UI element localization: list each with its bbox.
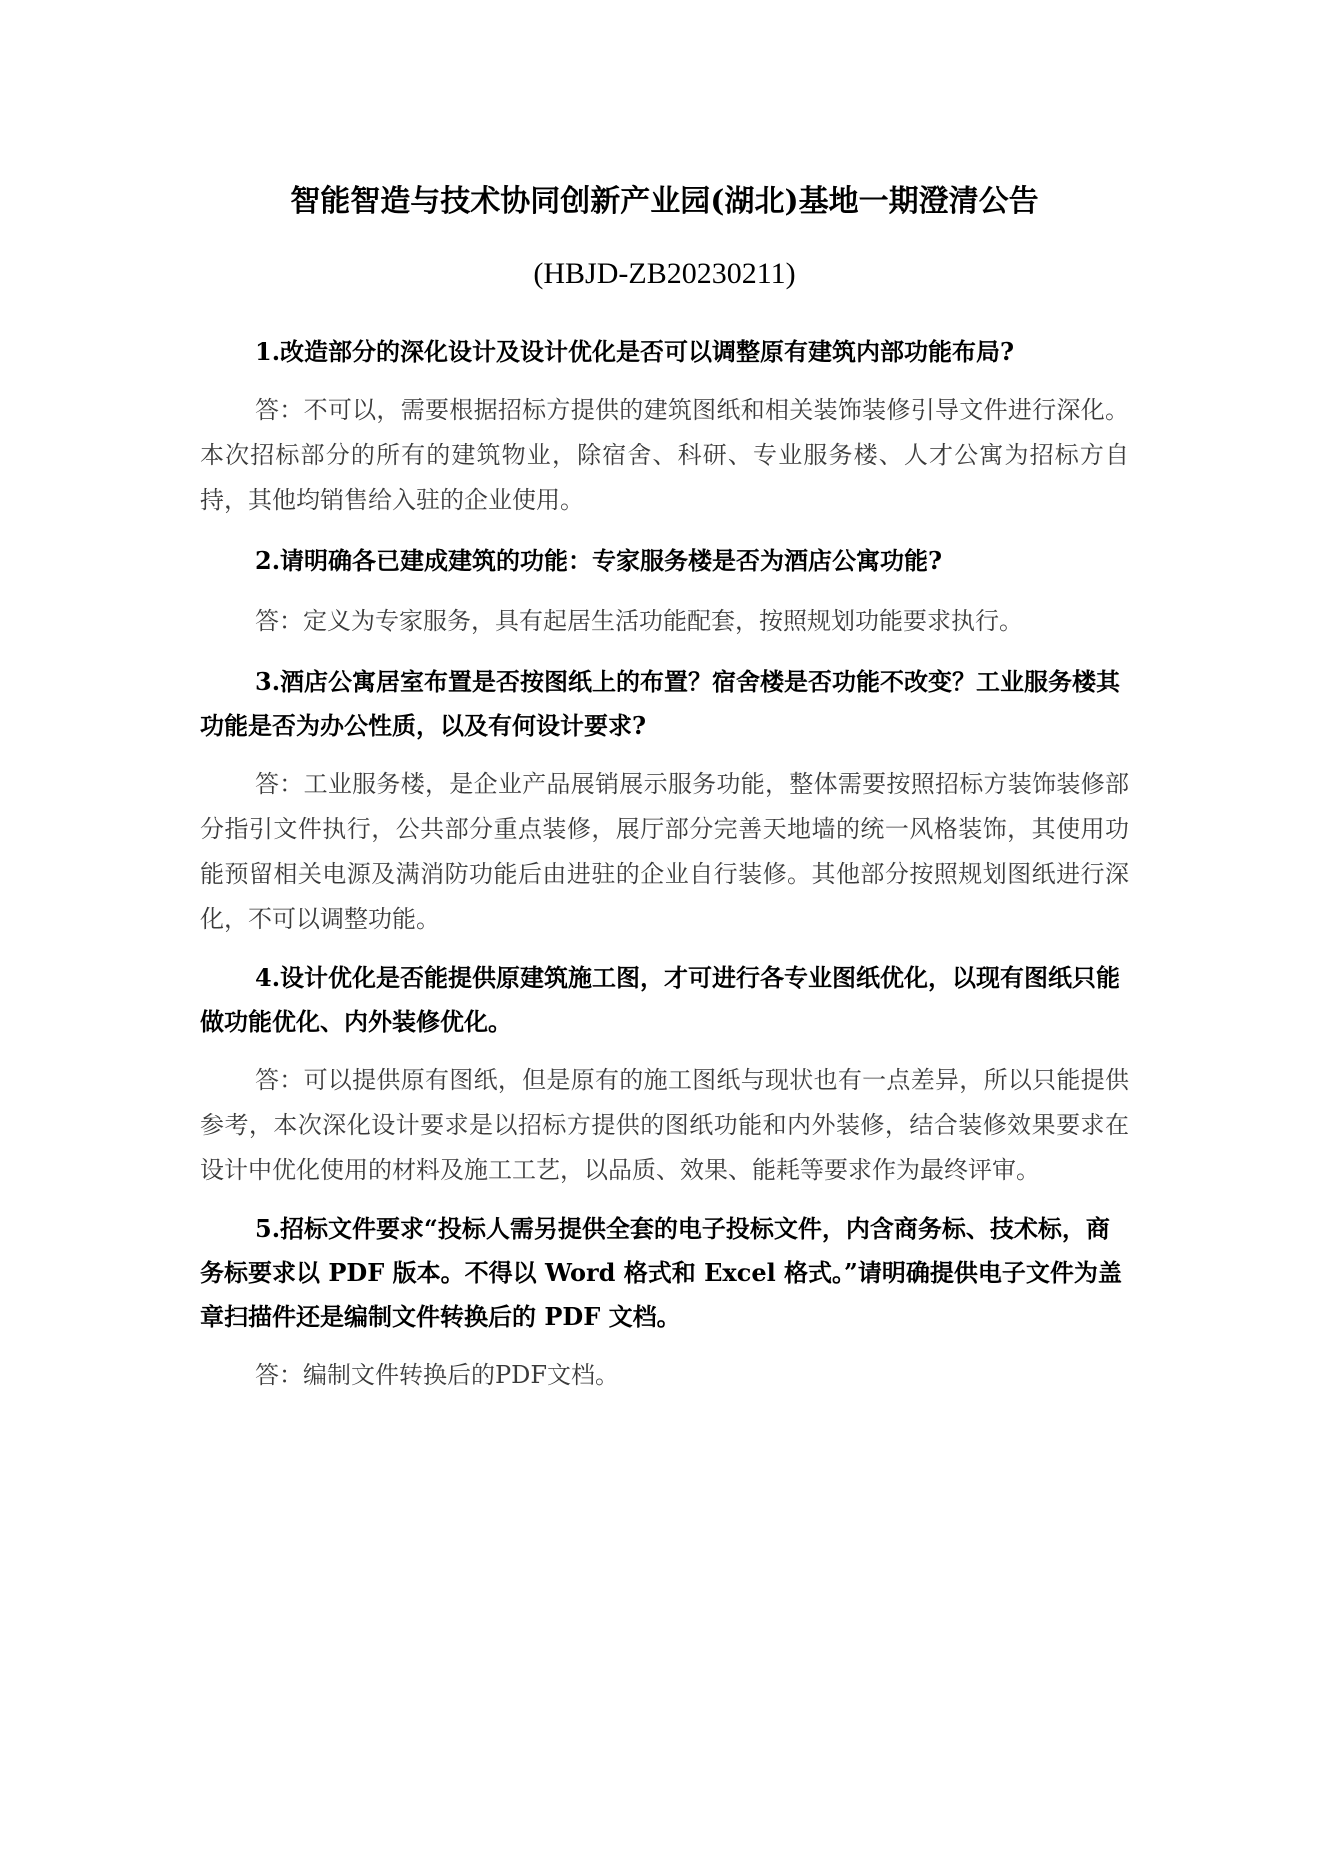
question-2: 2.请明确各已建成建筑的功能：专家服务楼是否为酒店公寓功能?	[255, 546, 943, 575]
question-1: 1.改造部分的深化设计及设计优化是否可以调整原有建筑内部功能布局?	[255, 337, 1015, 366]
answer-2: 答：定义为专家服务，具有起居生活功能配套，按照规划功能要求执行。	[255, 607, 1023, 635]
question-3: 3.酒店公寓居室布置是否按图纸上的布置？宿舍楼是否功能不改变？工业服务楼其功能是否为办公性质，以及有何设计要求?	[200, 667, 1121, 740]
answer-3: 答：工业服务楼，是企业产品展销展示服务功能，整体需要按照招标方装饰装修部分指引文件执行，公共部分重点装修，展厅部分完善天地墙的统一风格装饰，其使用功能预留相关电源及满消防功能后由进驻的企业自行装修。其他部分按照规划图纸进行深化，不可以调整功能。	[200, 770, 1129, 933]
question-4: 4.设计优化是否能提供原建筑施工图，才可进行各专业图纸优化，以现有图纸只能做功能优化、内外装修优化。	[200, 963, 1121, 1036]
answer-5: 答：编制文件转换后的PDF文档。	[255, 1361, 620, 1389]
document-title: 智能智造与技术协同创新产业园(湖北)基地一期澄清公告	[290, 184, 1039, 219]
answer-1: 答：不可以，需要根据招标方提供的建筑图纸和相关装饰装修引导文件进行深化。本次招标部分的所有的建筑物业，除宿舍、科研、专业服务楼、人才公寓为招标方自持，其他均销售给入驻的企业使用。	[200, 396, 1129, 514]
question-5: 5.招标文件要求“投标人需另提供全套的电子投标文件，内含商务标、技术标，商务标要求以 PDF 版本。不得以 Word 格式和 Excel 格式。”请明确提供电子文件为盖章扫描件还是编制文件转换后的 PDF 文档。	[200, 1214, 1122, 1331]
document-code: (HBJD-ZB20230211)	[533, 257, 796, 290]
answer-4: 答：可以提供原有图纸，但是原有的施工图纸与现状也有一点差异，所以只能提供参考，本次深化设计要求是以招标方提供的图纸功能和内外装修，结合装修效果要求在设计中优化使用的材料及施工工艺，以品质、效果、能耗等要求作为最终评审。	[200, 1066, 1129, 1184]
